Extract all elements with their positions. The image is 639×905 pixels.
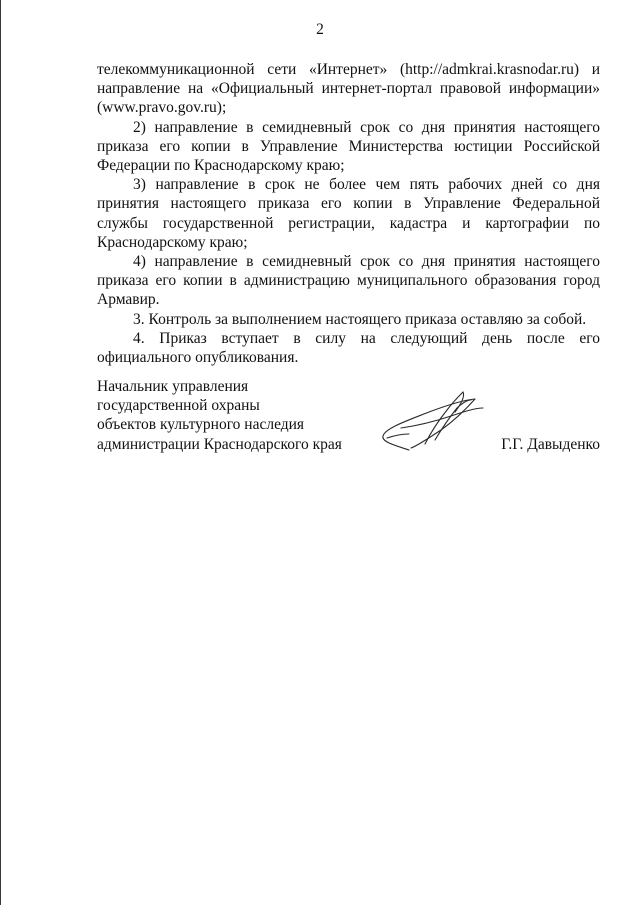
signer-position-line: государственной охраны xyxy=(97,397,260,415)
signer-position-line: администрации Краснодарского края xyxy=(97,435,342,453)
paragraph-item-4-armavir: 4) направление в семидневный срок со дня принятия настоящего приказа его копии в администрацию муниципального образования город Армавир. xyxy=(97,253,600,309)
paragraph-internet-publication: телекоммуникационной сети «Интернет» (http://admkrai.krasnodar.ru) и направление на «Официальный интернет-портал правовой информации» (www.pravo.gov.ru); xyxy=(97,61,600,117)
page-number: 2 xyxy=(316,21,324,38)
paragraph-item-2-justice-ministry: 2) направление в семидневный срок со дня принятия настоящего приказа его копии в Управление Министерства юстиции Российской Федерации по Краснодарскому краю; xyxy=(97,118,600,175)
paragraph-effective-date: 4. Приказ вступает в силу на следующий день после его официального опубликования. xyxy=(97,329,600,367)
signer-position-line: объектов культурного наследия xyxy=(97,416,305,434)
order-body-text xyxy=(97,60,600,367)
handwritten-signature xyxy=(379,386,485,456)
signature-block xyxy=(97,377,600,454)
paragraph-control-clause: 3. Контроль за выполнением настоящего приказа оставляю за собой. xyxy=(133,310,587,328)
signer-name: Г.Г. Давыденко xyxy=(501,435,600,453)
signer-position-line: Начальник управления xyxy=(97,378,249,395)
paragraph-item-3-rosreestr: 3) направление в срок не более чем пять рабочих дней со дня принятия настоящего приказа его копии в Управление Федеральной службы государственной регистрации, кадастра и картографии по Краснодарскому краю; xyxy=(97,176,600,251)
signature-ink xyxy=(383,392,483,450)
